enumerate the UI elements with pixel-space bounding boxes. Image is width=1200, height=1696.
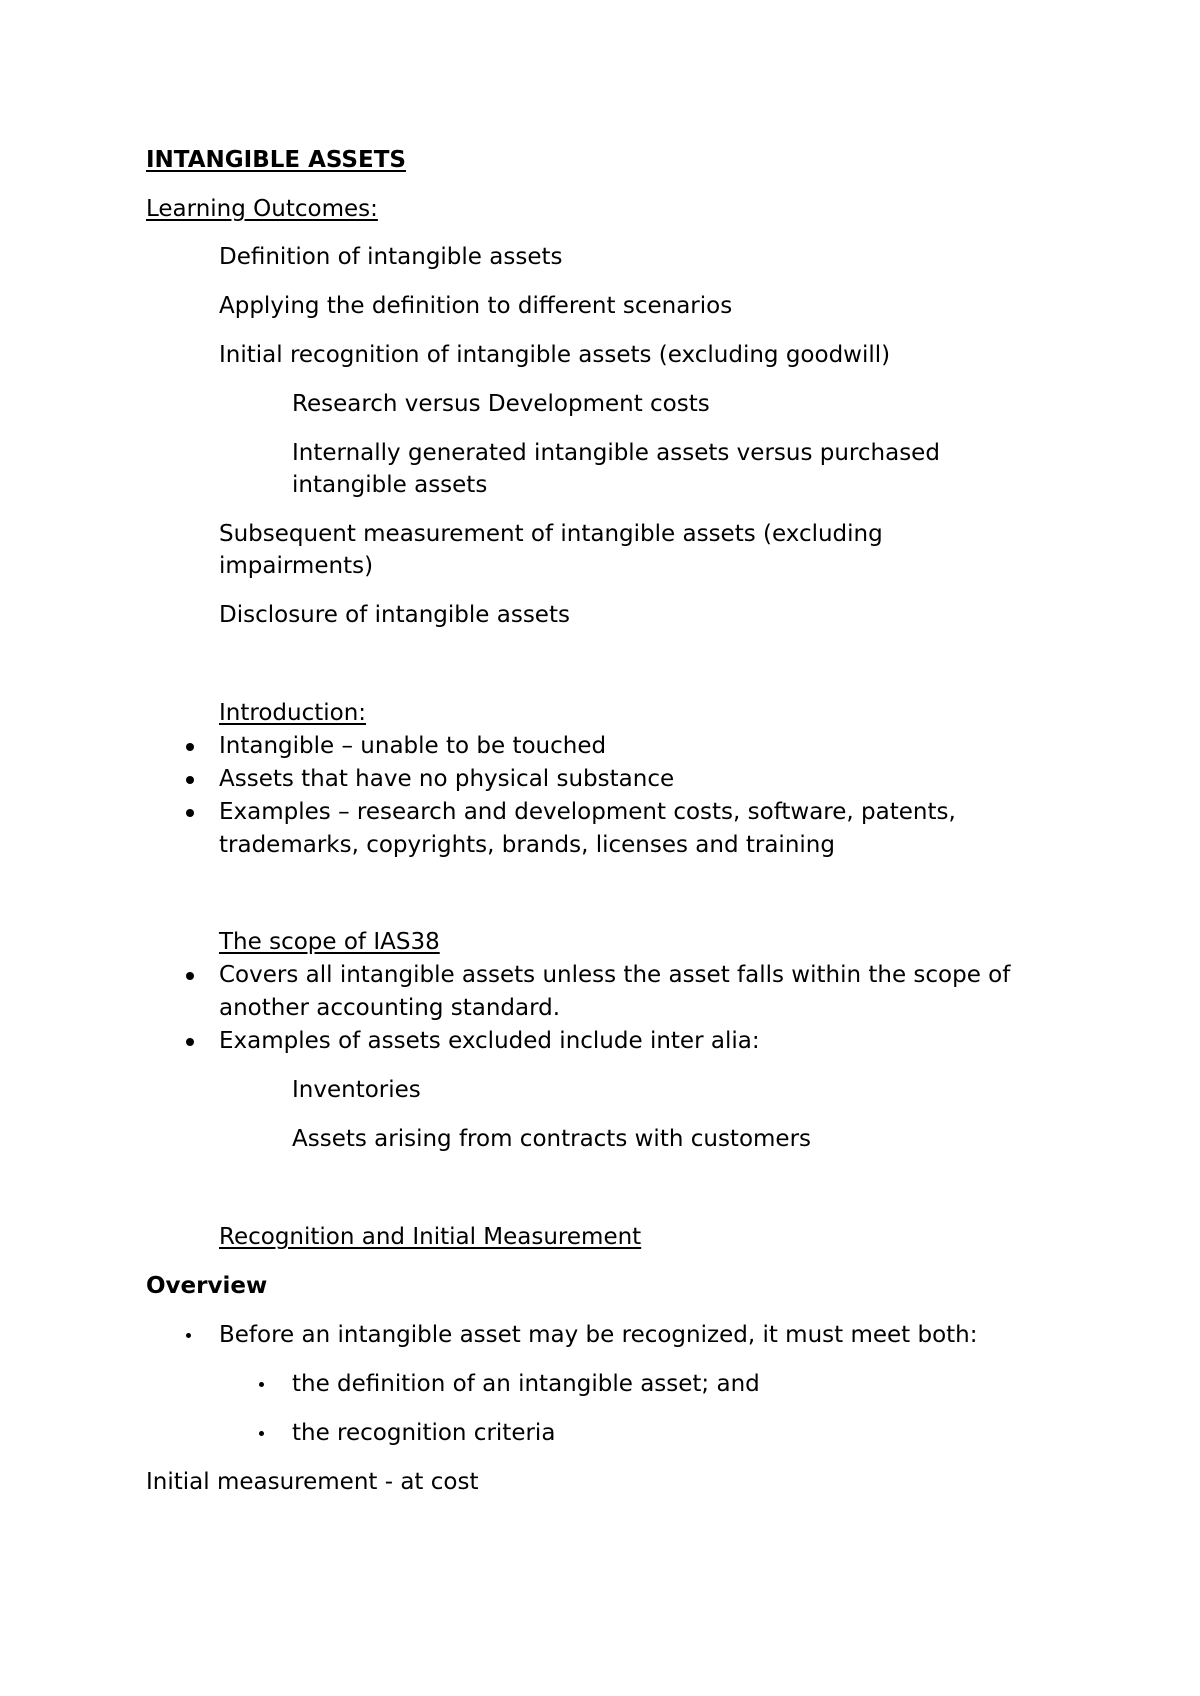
section-title: Introduction: bbox=[219, 700, 367, 726]
list-text: Applying the definition to different scenarios bbox=[219, 293, 733, 319]
list-text: Definition of intangible assets bbox=[219, 244, 563, 270]
list-text: Disclosure of intangible assets bbox=[219, 602, 570, 628]
bullet-dot bbox=[186, 776, 194, 784]
bullet-text: Intangible – unable to be touched bbox=[219, 733, 607, 759]
section-title: The scope of IAS38 bbox=[219, 929, 440, 955]
bullet-text: another accounting standard. bbox=[219, 995, 561, 1021]
list-text: Initial recognition of intangible assets (excluding goodwill) bbox=[219, 342, 891, 368]
bullet-dot bbox=[259, 1431, 264, 1436]
document-title: INTANGIBLE ASSETS bbox=[146, 147, 406, 173]
sub-list-text: Research versus Development costs bbox=[292, 391, 710, 417]
bullet-text: Covers all intangible assets unless the asset falls within the scope of bbox=[219, 962, 1011, 988]
list-text: Subsequent measurement of intangible assets (excluding bbox=[219, 521, 883, 547]
sub-list-text: Internally generated intangible assets versus purchased bbox=[292, 440, 940, 466]
sub-list-text: Assets arising from contracts with customers bbox=[292, 1126, 812, 1152]
bullet-text: the recognition criteria bbox=[292, 1420, 556, 1446]
section-title: Recognition and Initial Measurement bbox=[219, 1224, 642, 1250]
bullet-text: the definition of an intangible asset; and bbox=[292, 1371, 760, 1397]
bullet-dot bbox=[259, 1382, 264, 1387]
overview-heading: Overview bbox=[146, 1273, 268, 1299]
bullet-dot bbox=[186, 809, 194, 817]
bullet-text: Examples – research and development costs, software, patents, bbox=[219, 799, 956, 825]
learning-outcomes-heading: Learning Outcomes: bbox=[146, 196, 378, 222]
list-text: impairments) bbox=[219, 553, 374, 579]
bullet-text: Examples of assets excluded include inter alia: bbox=[219, 1028, 760, 1054]
bullet-dot bbox=[186, 1038, 194, 1046]
bullet-text: Before an intangible asset may be recognized, it must meet both: bbox=[219, 1322, 978, 1348]
bullet-text: trademarks, copyrights, brands, licenses and training bbox=[219, 832, 835, 858]
bullet-text: Assets that have no physical substance bbox=[219, 766, 675, 792]
sub-list-text: Inventories bbox=[292, 1077, 421, 1103]
initial-measurement-line: Initial measurement - at cost bbox=[146, 1469, 479, 1495]
bullet-dot bbox=[186, 1333, 191, 1338]
sub-list-text: intangible assets bbox=[292, 472, 488, 498]
bullet-dot bbox=[186, 743, 194, 751]
bullet-dot bbox=[186, 972, 194, 980]
